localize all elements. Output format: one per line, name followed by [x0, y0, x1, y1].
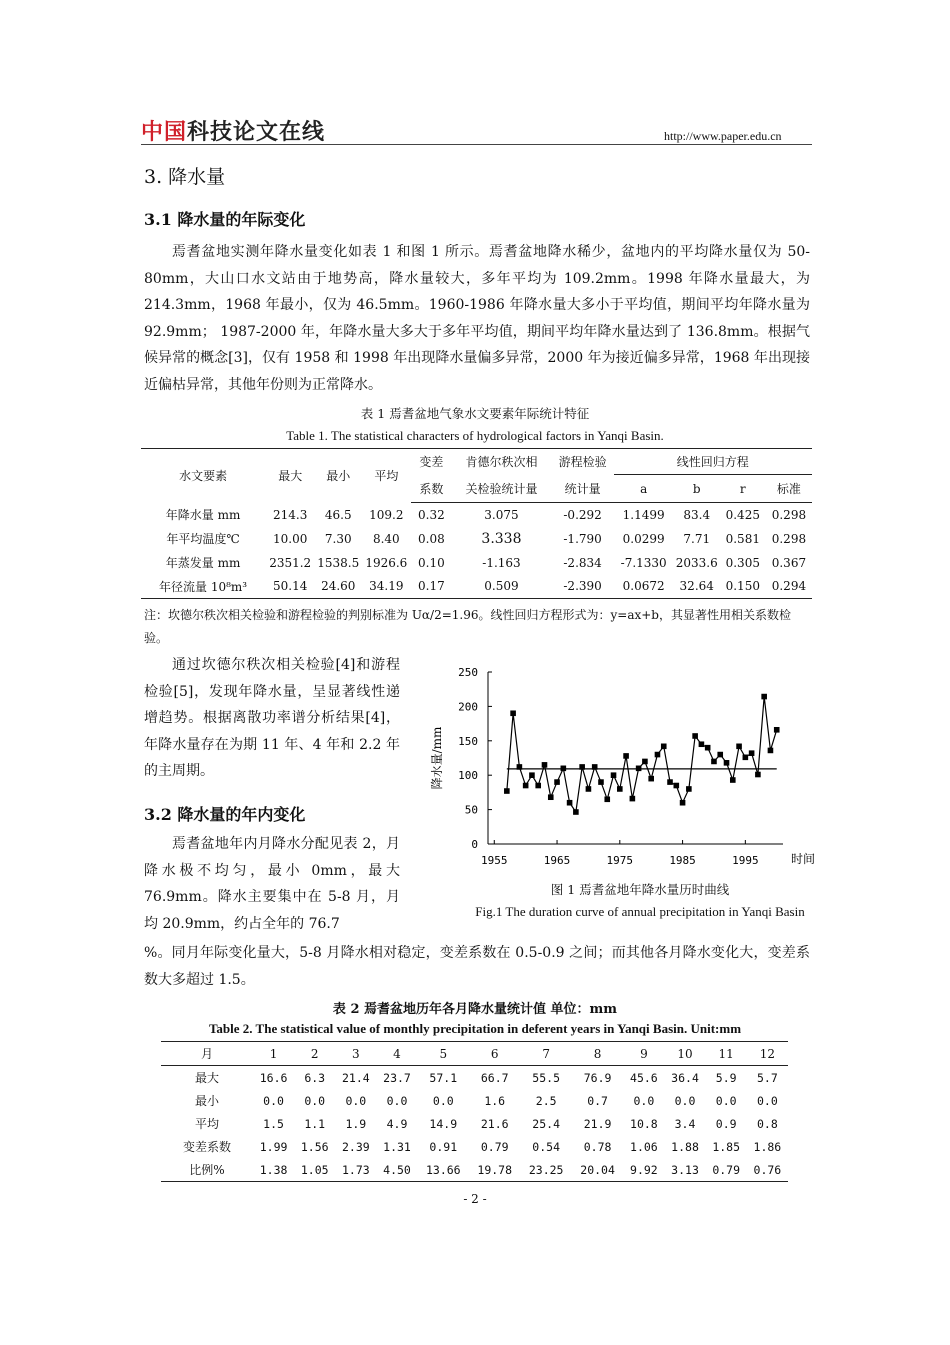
- table2-cell: 1.6: [484, 1093, 506, 1108]
- table1-cell: -2.390: [552, 575, 614, 599]
- table2-cell: 0.78: [583, 1139, 612, 1154]
- page-number: - 2 -: [463, 1192, 487, 1206]
- y-tick-label: 200: [458, 700, 478, 714]
- data-point: [730, 777, 736, 783]
- table1-cell: 24.60: [315, 575, 361, 599]
- table2-header-cell: 9: [623, 1042, 664, 1066]
- table2-caption-cn: 表 2 焉耆盆地历年各月降水量统计值 单位：mm: [332, 1002, 618, 1017]
- table1-cell: 0.17: [411, 575, 451, 599]
- table2-row-label: 变差系数: [182, 1140, 231, 1154]
- table2-cell: 0.0: [674, 1093, 696, 1108]
- table2-cell: 0.9: [715, 1116, 737, 1131]
- y-tick-label: 150: [458, 734, 478, 748]
- table1-header-regression: 线性回归方程: [614, 449, 812, 475]
- data-point: [604, 796, 610, 802]
- table2-cell: 66.7: [480, 1070, 509, 1085]
- table1-header-cv-2: 系数: [411, 475, 451, 503]
- table1-header-runs-2: 统计量: [552, 475, 614, 503]
- data-point: [724, 760, 730, 766]
- paragraph-1-text: 焉耆盆地实测年降水量变化如表 1 和图 1 所示。焉耆盆地降水稀少，盆地内的平均降水量仅为 50-80mm，大山口水文站由于地势高，降水量较大，多年平均为 109.2mm。1998 年降水量最大，为 214.3mm，1968 年最小，仅为 46.5mm。1960-1986 年降水量大多小于平均值，期间平均年降水量为 92.9mm； 1987-2000 年，年降水量大多大于多年平均值，期间平均年降水量达到了 136.8mm。根据气候异常的概念[3]，仅有 1958 和 1998 年出现降水量偏多异常，2000 年为接近偏多异常，1968 年出现接近偏枯异常，其他年份则为正常降水。: [144, 244, 810, 393]
- section-3-title: 3. 降水量: [144, 166, 226, 188]
- table1-cell: 年蒸发量 mm: [165, 556, 241, 570]
- table2-row-label: 平均: [194, 1117, 219, 1131]
- section-3-1-title: 3.1 降水量的年际变化: [144, 210, 306, 229]
- table2-header-cell: 5: [418, 1042, 469, 1066]
- table2-cell: 0.0: [756, 1093, 778, 1108]
- table1-cell: 32.64: [674, 575, 720, 599]
- paragraph-4: [144, 940, 810, 993]
- table2-header-cell: 3: [335, 1042, 376, 1066]
- data-point: [736, 744, 742, 750]
- data-point: [749, 750, 755, 756]
- table1-cell: -7.1330: [620, 555, 667, 570]
- table2-cell: 1.56: [300, 1139, 329, 1154]
- figure1-caption-cn: 图 1 焉耆盆地年降水量历时曲线: [550, 882, 730, 897]
- chart-axes: [429, 666, 815, 867]
- logo-part2: 科技论文在线: [187, 120, 326, 145]
- data-point: [717, 752, 723, 758]
- table1-header-std: 标准: [766, 475, 812, 503]
- data-point: [535, 783, 541, 789]
- table2-cell: 0.79: [706, 1158, 747, 1182]
- table-row: [141, 551, 812, 575]
- table1-cell: 0.08: [418, 531, 445, 546]
- data-point: [692, 733, 698, 739]
- table1-cell: 83.4: [683, 507, 711, 522]
- table2-cell: 76.9: [583, 1070, 612, 1085]
- table1-cell: 1538.5: [317, 555, 360, 570]
- table-row: [141, 527, 812, 551]
- data-point: [554, 779, 560, 785]
- table1-cell: 0.298: [771, 531, 807, 546]
- table2-header-month: 月: [161, 1042, 253, 1066]
- data-point: [673, 783, 679, 789]
- table1-header-b: b: [674, 475, 720, 503]
- table1: [141, 448, 812, 599]
- table2-header-cell: 11: [706, 1042, 747, 1066]
- table2-header-cell: 8: [572, 1042, 623, 1066]
- table2-row-label: 最小: [194, 1094, 219, 1108]
- table1-note: 注：坎德尔秩次相关检验和游程检验的判别标准为 Uα/2=1.96。线性回归方程形式为：y=ax+b，其显著性用相关系数检验。: [144, 608, 791, 645]
- table-row: [141, 503, 812, 527]
- table1-cell: 8.40: [372, 531, 400, 546]
- table2-header-row: [161, 1042, 788, 1066]
- table1-header-runs-1: 游程检验: [558, 455, 607, 470]
- data-point: [705, 745, 711, 751]
- table2-cell: 9.92: [623, 1158, 664, 1182]
- table1-header-max: 最大: [278, 469, 303, 484]
- table2-cell: 4.50: [376, 1158, 417, 1182]
- data-point: [598, 779, 604, 785]
- table2-cell: 23.7: [383, 1070, 411, 1085]
- table1-cell: 50.14: [265, 575, 315, 599]
- table2-cell: 36.4: [671, 1070, 699, 1085]
- table1-cell: 0.367: [771, 555, 807, 570]
- table2-cell: 0.0: [263, 1093, 284, 1108]
- table1-header-factor: 水文要素: [179, 469, 228, 484]
- precipitation-series-line: [507, 697, 777, 812]
- table2-cell: 1.5: [263, 1116, 284, 1131]
- paragraph-3: [144, 831, 400, 937]
- table-row: [141, 575, 812, 599]
- table-row: [161, 1066, 788, 1090]
- data-point: [667, 779, 673, 785]
- table2-cell: 2.39: [342, 1139, 370, 1154]
- table1-header-min: 最小: [326, 469, 351, 484]
- table2-cell: 1.06: [630, 1139, 658, 1154]
- table1-cell: 0.509: [451, 575, 551, 599]
- table1-header-kendall-2: 关检验统计量: [451, 475, 551, 503]
- data-point: [661, 744, 667, 750]
- data-point: [548, 794, 554, 800]
- data-point: [617, 786, 623, 792]
- table2-cell: 0.79: [480, 1139, 509, 1154]
- table2-header-cell: 1: [253, 1042, 294, 1066]
- table1-header-a: a: [614, 475, 674, 503]
- x-tick-label: 1975: [606, 854, 634, 867]
- table2-cell: 57.1: [429, 1070, 458, 1085]
- table-row: [161, 1135, 788, 1158]
- table1-cell: -1.163: [482, 555, 521, 570]
- table2-cell: 14.9: [429, 1116, 458, 1131]
- data-point: [567, 800, 573, 806]
- table1-cell: 10.00: [273, 531, 308, 546]
- table2-cell: 20.04: [572, 1158, 623, 1182]
- table2-header-cell: 7: [520, 1042, 571, 1066]
- table1-cell: 0.0672: [614, 575, 674, 599]
- table1-header-r: r: [720, 475, 766, 503]
- data-point: [529, 772, 535, 778]
- table1-cell: 214.3: [273, 507, 308, 522]
- table1-cell: 1926.6: [365, 555, 408, 570]
- table1-header-mean: 平均: [374, 469, 399, 484]
- table2-cell: 13.66: [418, 1158, 469, 1182]
- table2-cell: 21.9: [583, 1116, 612, 1131]
- table1-cell: 7.71: [683, 531, 711, 546]
- table1-cell: 0.10: [418, 555, 445, 570]
- table2-cell: 16.6: [259, 1070, 288, 1085]
- table2-cell: 6.3: [304, 1070, 326, 1085]
- table2-cell: 1.86: [753, 1139, 782, 1154]
- table2-cell: 0.76: [747, 1158, 788, 1182]
- data-point: [504, 788, 510, 794]
- table2-cell: 1.38: [253, 1158, 294, 1182]
- table2-cell: 23.25: [520, 1158, 571, 1182]
- table2-cell: 1.9: [345, 1116, 367, 1131]
- table2-cell: 21.4: [342, 1070, 370, 1085]
- table1-cell: 0.32: [418, 507, 445, 522]
- data-point: [711, 759, 717, 765]
- table2-cell: 3.4: [674, 1116, 696, 1131]
- table1-cell: 7.30: [324, 531, 352, 546]
- table2-header-cell: 10: [664, 1042, 705, 1066]
- x-axis-label: 时间: [791, 852, 816, 866]
- table2-cell: 1.88: [671, 1139, 699, 1154]
- y-tick-label: 250: [458, 666, 478, 679]
- y-tick-label: 0: [471, 838, 478, 851]
- table2-header-cell: 12: [747, 1042, 788, 1066]
- table1-cell: 34.19: [361, 575, 411, 599]
- table2-row-label: 比例%: [161, 1158, 253, 1182]
- table1-cell: 年平均温度℃: [166, 532, 240, 546]
- table2-caption-en: Table 2. The statistical value of monthly precipitation in deferent years in Yanqi Basin. Unit:mm: [208, 1021, 742, 1036]
- table1-cell: 年径流量 10⁸m³: [141, 575, 265, 599]
- table-row: [161, 1112, 788, 1135]
- section-3-2-title: 3.2 降水量的年内变化: [144, 805, 306, 824]
- table1-cell: -0.292: [563, 507, 602, 522]
- data-point: [648, 776, 654, 782]
- table2-cell: 10.8: [630, 1116, 658, 1131]
- table2-cell: 0.0: [345, 1093, 367, 1108]
- table1-cell: 0.294: [766, 575, 812, 599]
- y-tick-label: 100: [458, 769, 478, 783]
- table1-caption-en: Table 1. The statistical characters of hydrological factors in Yanqi Basin.: [286, 428, 664, 443]
- x-tick-label: 1965: [543, 854, 571, 867]
- table2-cell: 0.91: [429, 1139, 458, 1154]
- table2-cell: 1.31: [383, 1139, 411, 1154]
- site-logo: [141, 115, 325, 146]
- data-point: [510, 710, 516, 716]
- table1-cell: 年降水量 mm: [165, 508, 241, 522]
- table1-header-cv-1: 变差: [419, 455, 444, 470]
- paragraph-4-text: %。同月年际变化量大，5-8 月降水相对稳定，变差系数在 0.5-0.9 之间；而其他各月降水变化大，变差系数大多超过 1.5。: [144, 945, 810, 988]
- table1-cell: 0.305: [725, 555, 760, 570]
- table2-cell: 4.9: [386, 1116, 408, 1131]
- precipitation-chart: [428, 660, 828, 880]
- data-point: [686, 786, 692, 792]
- table1-cell: 109.2: [369, 507, 404, 522]
- table-row: [161, 1158, 788, 1182]
- table1-cell: 2351.2: [269, 555, 312, 570]
- x-tick-label: 1995: [732, 854, 759, 867]
- table2-cell: 5.7: [756, 1070, 778, 1085]
- table1-cell: 1.1499: [622, 507, 665, 522]
- table1-cell: 0.298: [771, 507, 807, 522]
- table1-cell: 2033.6: [675, 555, 718, 570]
- data-point: [655, 752, 661, 758]
- table1-cell: 0.425: [725, 507, 760, 522]
- table2-cell: 0.54: [532, 1139, 560, 1154]
- table2-cell: 25.4: [532, 1116, 560, 1131]
- data-point: [743, 755, 749, 761]
- table2-cell: 45.6: [630, 1070, 658, 1085]
- data-point: [523, 783, 529, 789]
- data-point: [768, 748, 774, 754]
- table2-cell: 0.0: [386, 1093, 408, 1108]
- x-tick-label: 1985: [669, 854, 696, 867]
- table2-cell: 0.0: [715, 1093, 737, 1108]
- table2-cell: 3.13: [664, 1158, 705, 1182]
- paragraph-3-text: 焉耆盆地年内月降水分配见表 2，月降水极不均匀，最小 0mm，最大 76.9mm。降水主要集中在 5-8 月，月均 20.9mm，约占全年的 76.7: [144, 836, 400, 932]
- table2-cell: 0.8: [756, 1116, 778, 1131]
- data-point: [623, 753, 629, 759]
- logo-part1: 中国: [141, 120, 188, 145]
- data-point: [642, 759, 648, 765]
- table1-cell: 3.338: [481, 530, 522, 547]
- table1-cell: -1.790: [563, 531, 602, 546]
- data-point: [774, 727, 780, 733]
- table1-cell: 0.150: [720, 575, 766, 599]
- table1-caption-cn: 表 1 焉耆盆地气象水文要素年际统计特征: [360, 406, 590, 421]
- table2-cell: 1.73: [335, 1158, 376, 1182]
- table2-cell: 2.5: [535, 1093, 557, 1108]
- table1-cell: 0.581: [725, 531, 760, 546]
- table1-cell: -2.834: [563, 555, 602, 570]
- header-rule: [141, 144, 812, 145]
- table2-cell: 0.0: [432, 1093, 454, 1108]
- table1-cell: 3.075: [484, 507, 519, 522]
- table1-cell: 46.5: [324, 507, 352, 522]
- table2-cell: 55.5: [532, 1070, 560, 1085]
- table2-row-label: 最大: [194, 1071, 219, 1085]
- table2-cell: 1.99: [259, 1139, 288, 1154]
- table1-header-kendall-1: 肯德尔秩次相: [465, 455, 538, 470]
- table2-cell: 19.78: [469, 1158, 520, 1182]
- paragraph-2-text: 通过坎德尔秩次相关检验[4]和游程检验[5]，发现年降水量，呈显著线性递增趋势。根据离散功率谱分析结果[4]，年降水量存在为期 11 年、4 年和 2.2 年的主周期。: [144, 657, 400, 780]
- data-point: [699, 741, 705, 747]
- table2-cell: 5.9: [715, 1070, 737, 1085]
- table2-cell: 21.6: [480, 1116, 509, 1131]
- data-point: [586, 786, 592, 792]
- table2-cell: 0.0: [633, 1093, 655, 1108]
- table2-cell: 1.05: [294, 1158, 335, 1182]
- table2: [161, 1041, 788, 1182]
- data-point: [761, 694, 767, 700]
- paragraph-2: [144, 652, 400, 785]
- data-point: [611, 772, 617, 778]
- y-axis-label: 降水量/mm: [430, 726, 444, 790]
- data-point: [630, 796, 636, 802]
- table2-header-cell: 4: [376, 1042, 417, 1066]
- paragraph-1: [144, 239, 810, 399]
- data-point: [680, 800, 686, 806]
- site-url[interactable]: http://www.paper.edu.cn: [664, 129, 782, 143]
- table-row: [161, 1089, 788, 1112]
- table2-cell: 1.1: [304, 1116, 326, 1131]
- x-tick-label: 1955: [481, 854, 508, 867]
- table2-cell: 1.85: [712, 1139, 741, 1154]
- table1-cell: 0.0299: [622, 531, 665, 546]
- table2-header-cell: 6: [469, 1042, 520, 1066]
- table2-cell: 0.7: [587, 1093, 608, 1108]
- figure1-caption-en: Fig.1 The duration curve of annual precipitation in Yanqi Basin: [475, 904, 805, 919]
- data-point: [542, 762, 548, 768]
- data-point: [755, 772, 761, 778]
- data-point: [573, 809, 579, 815]
- y-tick-label: 50: [464, 803, 478, 817]
- table2-header-cell: 2: [294, 1042, 335, 1066]
- table2-cell: 0.0: [304, 1093, 326, 1108]
- chart-marks: [504, 694, 779, 815]
